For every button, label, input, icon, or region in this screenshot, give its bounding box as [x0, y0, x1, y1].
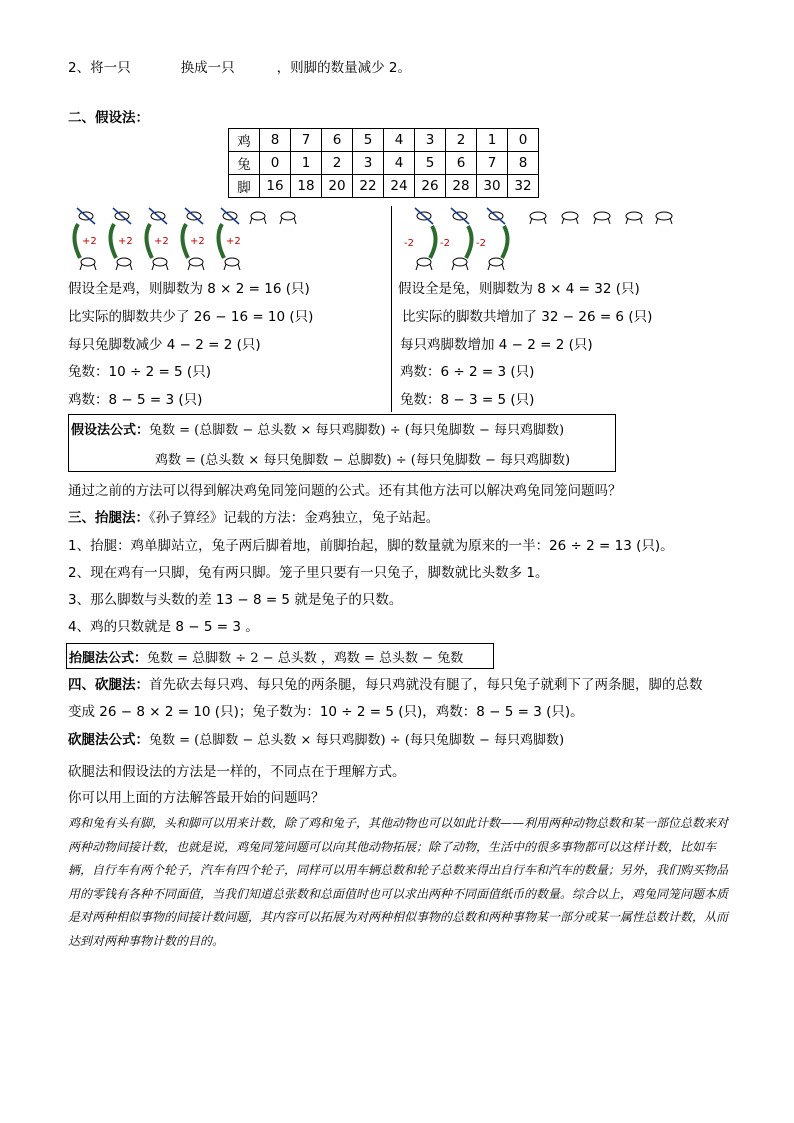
- lift-leg-formula: 兔数 = 总脚数 ÷ 2 − 总头数 ，鸡数 = 总头数 − 兔数: [147, 651, 464, 666]
- formula-label: 假设法公式：: [71, 423, 150, 438]
- left-line-5: 鸡数：8 − 5 = 3 (只): [68, 392, 203, 408]
- table-cell: 6: [322, 129, 353, 152]
- table-cell: 30: [477, 175, 508, 198]
- left-illustration: [66, 206, 386, 276]
- extension-paragraph: 鸡和兔有头有脚，头和脚可以用来计数，除了鸡和兔子，其他动物也可以如此计数——利用两种动物总数和某一部位总数来对两种动物间接计数，也就是说，鸡兔同笼问题可以向其他动物拓展；除了动物，生活中的很多事物都可以这样计数，比如车辆，自行车有两个轮子，汽车有四个轮子，同样可以用车辆总数和轮子总数来得出自行车和汽车的数量；另外，我们购买物品用的零钱有各种不同面值，当我们知道总张数和总面值时也可以求出两种不同面值纸币的数量。综合以上，鸡兔同笼问题本质是对两种相似事物的间接计数问题，其内容可以拓展为对两种相似事物的总数和两种事物某一部分或某一属性总数计数，从而达到对两种事物计数的目的。: [68, 816, 729, 948]
- right-line-1: 假设全是兔，则脚数为 8 × 4 = 32 (只): [398, 281, 640, 297]
- table-cell: 4: [384, 152, 415, 175]
- table-cell: 28: [446, 175, 477, 198]
- figure-group-3: [146, 208, 168, 270]
- assumption-formula-box: [68, 414, 616, 472]
- figure-group-1: [74, 208, 96, 270]
- section3-header: [68, 508, 439, 528]
- figure-group-r2: [440, 208, 472, 270]
- chicken-rabbit-table: [228, 128, 539, 198]
- intro-part-3: ，则脚的数量减少 2。: [276, 60, 411, 76]
- note-1: 砍腿法和假设法的方法是一样的，不同点在于理解方式。: [68, 764, 406, 780]
- right-line-4: 鸡数：6 ÷ 2 = 3 (只): [400, 364, 535, 380]
- table-cell: 3: [353, 152, 384, 175]
- section3-step-2: 2、现在鸡有一只脚，兔有两只脚。笼子里只要有一只兔子，脚数就比头数多 1。: [68, 565, 549, 581]
- svg-text:-2: -2: [476, 238, 486, 249]
- cut-leg-formula-text: 兔数 = (总脚数 − 总头数 × 每只鸡脚数) ÷ (每只兔脚数 − 每只鸡脚数): [149, 733, 565, 748]
- table-row: [229, 152, 539, 175]
- formula-line-1: 兔数 = (总脚数 − 总头数 × 每只鸡脚数) ÷ (每只兔脚数 − 每只鸡脚数): [149, 423, 565, 438]
- table-cell: 1: [477, 129, 508, 152]
- section3-step-1: 1、抬腿：鸡单脚站立，兔子两后脚着地，前脚抬起，脚的数量就为原来的一半：26 ÷ 2 = 13 (只)。: [68, 538, 674, 554]
- svg-text:+2: +2: [226, 236, 241, 247]
- table-cell: 20: [322, 175, 353, 198]
- section4-text: 首先砍去每只鸡、每只兔的两条腿，每只鸡就没有腿了，每只兔子就剩下了两条腿，脚的总数: [149, 677, 703, 693]
- section4-line-2: 变成 26 − 8 × 2 = 10 (只)；兔子数为：10 ÷ 2 = 5 (只)，鸡数：8 − 5 = 3 (只)。: [68, 704, 584, 720]
- right-line-5: 兔数：8 − 3 = 5 (只): [400, 392, 535, 408]
- svg-text:+2: +2: [154, 236, 169, 247]
- table-cell: 2: [322, 152, 353, 175]
- section3-step-4: 4、鸡的只数就是 8 − 5 = 3 。: [68, 619, 259, 635]
- figure-group-2: [110, 208, 132, 270]
- uncrossed-figures: [250, 212, 296, 224]
- table-cell: 22: [353, 175, 384, 198]
- left-line-4: 兔数：10 ÷ 2 = 5 (只): [68, 364, 211, 380]
- svg-text:+2: +2: [82, 236, 97, 247]
- right-illustration: [398, 206, 728, 276]
- right-line-2: 比实际的脚数共增加了 32 − 26 = 6 (只): [402, 309, 653, 325]
- formula-label: 砍腿法公式：: [68, 732, 149, 748]
- table-cell: 5: [415, 152, 446, 175]
- svg-text:+2: +2: [118, 236, 133, 247]
- table-cell: 3: [415, 129, 446, 152]
- intro-line: [68, 58, 411, 78]
- intro-part-2: 换成一只: [180, 60, 235, 76]
- column-divider: [391, 206, 392, 412]
- formula-line-2: 鸡数 = (总头数 × 每只兔脚数 − 总脚数) ÷ (每只兔脚数 − 每只鸡脚数): [155, 453, 571, 468]
- row-head: 鸡: [229, 129, 260, 152]
- section3-title: 三、抬腿法：: [68, 510, 149, 526]
- table-cell: 8: [508, 152, 539, 175]
- table-cell: 7: [477, 152, 508, 175]
- note-2: 你可以用上面的方法解答最开始的问题吗？: [68, 790, 325, 806]
- svg-text:+2: +2: [190, 236, 205, 247]
- table-cell: 0: [508, 129, 539, 152]
- table-cell: 32: [508, 175, 539, 198]
- lift-leg-formula-box: [66, 643, 494, 669]
- svg-text:-2: -2: [404, 238, 414, 249]
- table-cell: 1: [291, 152, 322, 175]
- left-line-3: 每只兔脚数减少 4 − 2 = 2 (只): [68, 337, 261, 353]
- section4-line-1: [68, 675, 703, 695]
- section3-step-3: 3、那么脚数与头数的差 13 − 8 = 5 就是兔子的只数。: [68, 592, 403, 608]
- table-row: [229, 129, 539, 152]
- row-head: 脚: [229, 175, 260, 198]
- table-cell: 5: [353, 129, 384, 152]
- section3-intro: 《孙子算经》记载的方法：金鸡独立，兔子站起。: [149, 510, 440, 526]
- table-row: [229, 175, 539, 198]
- cut-leg-formula: [68, 730, 564, 751]
- table-cell: 6: [446, 152, 477, 175]
- table-cell: 0: [260, 152, 291, 175]
- uncrossed-figures-r: [530, 212, 672, 224]
- right-line-3: 每只鸡脚数增加 4 − 2 = 2 (只): [400, 337, 593, 353]
- left-line-2: 比实际的脚数共少了 26 − 16 = 10 (只): [68, 309, 314, 325]
- figure-group-r3: [476, 208, 508, 270]
- table-cell: 4: [384, 129, 415, 152]
- figure-group-5: [218, 208, 240, 270]
- row-head: 兔: [229, 152, 260, 175]
- table-cell: 7: [291, 129, 322, 152]
- svg-text:-2: -2: [440, 238, 450, 249]
- table-cell: 8: [260, 129, 291, 152]
- figure-group-r1: [404, 208, 436, 270]
- transition-text: 通过之前的方法可以得到解决鸡兔同笼问题的公式。还有其他方法可以解决鸡兔同笼问题吗？: [68, 483, 622, 499]
- figure-group-4: [182, 208, 204, 270]
- intro-part-1: 2、将一只: [68, 60, 131, 76]
- table-cell: 16: [260, 175, 291, 198]
- table-cell: 26: [415, 175, 446, 198]
- formula-label: 抬腿法公式：: [69, 651, 148, 666]
- table-cell: 18: [291, 175, 322, 198]
- section4-title: 四、砍腿法：: [68, 677, 149, 693]
- table-cell: 2: [446, 129, 477, 152]
- section2-title: 二、假设法：: [68, 110, 149, 126]
- left-line-1: 假设全是鸡，则脚数为 8 × 2 = 16 (只): [68, 281, 310, 297]
- table-cell: 24: [384, 175, 415, 198]
